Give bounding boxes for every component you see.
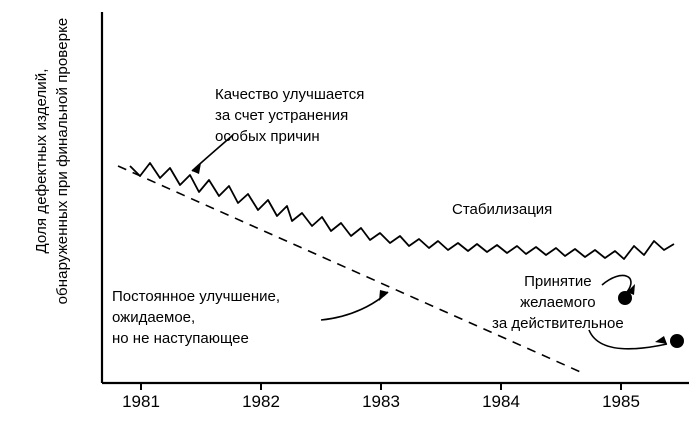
annotation-quality-improves-line-2: за счет устранения: [215, 107, 349, 124]
annotation-quality-improves: [215, 84, 364, 147]
x-tick-label-1984: 1984: [482, 392, 520, 411]
annotation-wishful-thinking-line-1: Принятие: [524, 273, 592, 290]
annotation-wishful-thinking-line-2: желаемого: [520, 294, 596, 311]
x-tick-label-1982: 1982: [242, 392, 280, 411]
annotation-wishful-thinking-line-3: за действительное: [492, 315, 624, 332]
data-point-wishful-lower: [670, 334, 684, 348]
annotation-stabilization-line-1: Стабилизация: [452, 201, 553, 218]
continuous-improvement-arrow-line: [321, 292, 388, 320]
annotation-continuous-improvement-line-1: Постоянное улучшение,: [112, 288, 280, 305]
quality-improves-arrowhead: [192, 163, 201, 174]
series-defect-rate-line: [130, 163, 674, 259]
x-tick-label-1983: 1983: [362, 392, 400, 411]
continuous-improvement-arrowhead: [379, 290, 388, 301]
annotation-wishful-thinking: [492, 271, 624, 334]
y-axis-label-line-1: Доля дефектных изделий,: [33, 68, 50, 254]
annotation-continuous-improvement-line-2: ожидаемое,: [112, 309, 196, 326]
annotation-quality-improves-line-3: особых причин: [215, 128, 320, 145]
annotation-quality-improves-line-1: Качество улучшается: [215, 86, 365, 103]
y-axis-label-line-2: обнаруженных при финальной проверке: [54, 17, 71, 305]
annotation-stabilization: [452, 199, 552, 220]
wishful-thinking-arrowhead-lower: [655, 336, 667, 344]
x-tick-label-1981: 1981: [122, 392, 160, 411]
annotation-continuous-improvement: [112, 286, 280, 349]
annotation-continuous-improvement-line-3: но не наступающее: [112, 330, 249, 347]
x-tick-label-1985: 1985: [602, 392, 640, 411]
